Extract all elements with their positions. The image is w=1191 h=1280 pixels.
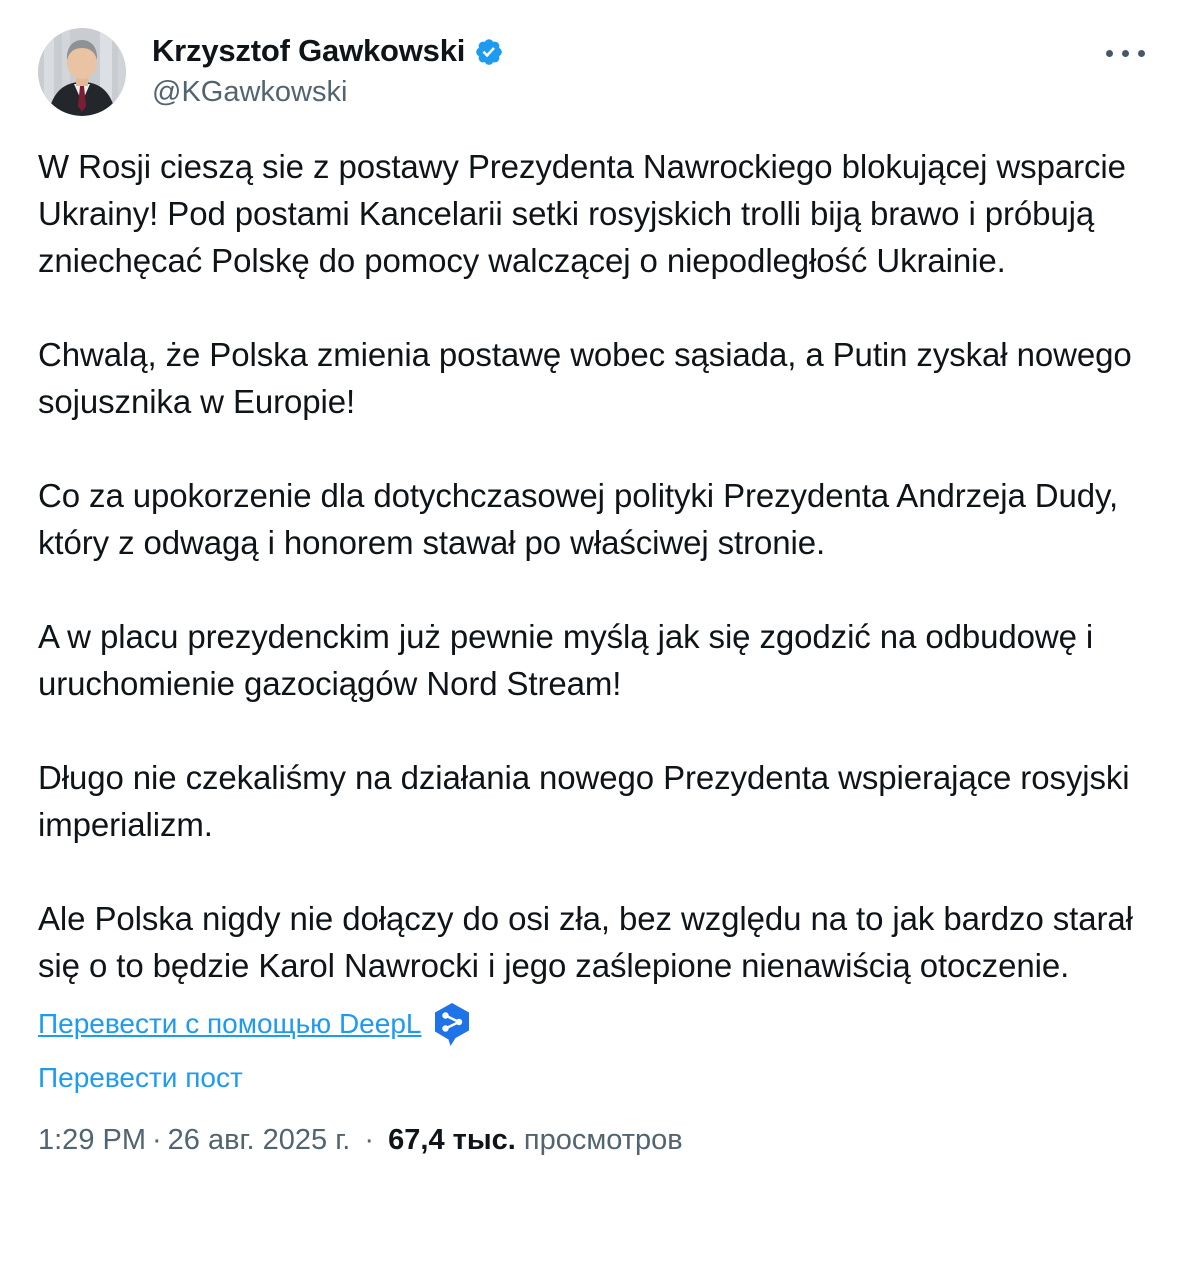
more-dot xyxy=(1122,50,1129,57)
more-dot xyxy=(1138,50,1145,57)
tweet-paragraph: A w placu prezydenckim już pewnie myślą jak się zgodzić na odbudowę i uruchomienie gazociągów Nord Stream! xyxy=(38,618,1094,702)
translate-post-link[interactable]: Перевести пост xyxy=(38,1062,243,1093)
separator-dot: · xyxy=(364,1124,375,1156)
display-name[interactable]: Krzysztof Gawkowski xyxy=(152,33,466,68)
verified-badge-icon xyxy=(474,37,504,67)
name-row xyxy=(152,33,504,69)
tweet-header xyxy=(38,28,1153,116)
tweet-text xyxy=(38,143,1153,989)
tweet-paragraph: Chwalą, że Polska zmienia postawę wobec sąsiada, a Putin zyskał nowego sojusznika w Europie! xyxy=(38,336,1132,420)
more-dot xyxy=(1106,50,1113,57)
views-count: 67,4 тыс. xyxy=(388,1124,516,1156)
avatar-image xyxy=(38,28,126,116)
separator-dot: · xyxy=(152,1124,162,1156)
tweet-paragraph: Długo nie czekaliśmy na działania nowego Prezydenta wspierające rosyjski imperializm. xyxy=(38,759,1130,843)
date: 26 авг. 2025 г. xyxy=(167,1124,351,1156)
timestamp-link[interactable] xyxy=(38,1124,358,1156)
deepl-icon xyxy=(432,1002,472,1046)
views-label: просмотров xyxy=(523,1124,683,1156)
avatar[interactable] xyxy=(38,28,126,116)
user-identity xyxy=(152,28,504,109)
translate-post-row xyxy=(38,1062,1153,1094)
tweet-paragraph: W Rosji cieszą sie z postawy Prezydenta Nawrockiego blokującej wsparcie Ukrainy! Pod postami Kancelarii setki rosyjskich trolli biją brawo i próbują zniechęcać Polskę do pomocy walczącej o niepodległość Ukrainie. xyxy=(38,148,1126,279)
time: 1:29 PM xyxy=(38,1124,146,1156)
user-handle[interactable]: @KGawkowski xyxy=(152,76,348,108)
tweet-paragraph: Co za upokorzenie dla dotychczasowej polityki Prezydenta Andrzeja Dudy, który z odwagą i honorem stawał po właściwej stronie. xyxy=(38,477,1119,561)
tweet-paragraph: Ale Polska nigdy nie dołączy do osi zła, bez względu na to jak bardzo starał się o to będzie Karol Nawrocki i jego zaślepione nienawiścią otoczenie. xyxy=(38,900,1133,984)
more-button[interactable] xyxy=(1100,44,1151,63)
translate-deepl-link[interactable]: Перевести с помощью DeepL xyxy=(38,1008,422,1039)
tweet-meta xyxy=(38,1124,1153,1187)
translate-deepl-row xyxy=(38,1002,1153,1046)
